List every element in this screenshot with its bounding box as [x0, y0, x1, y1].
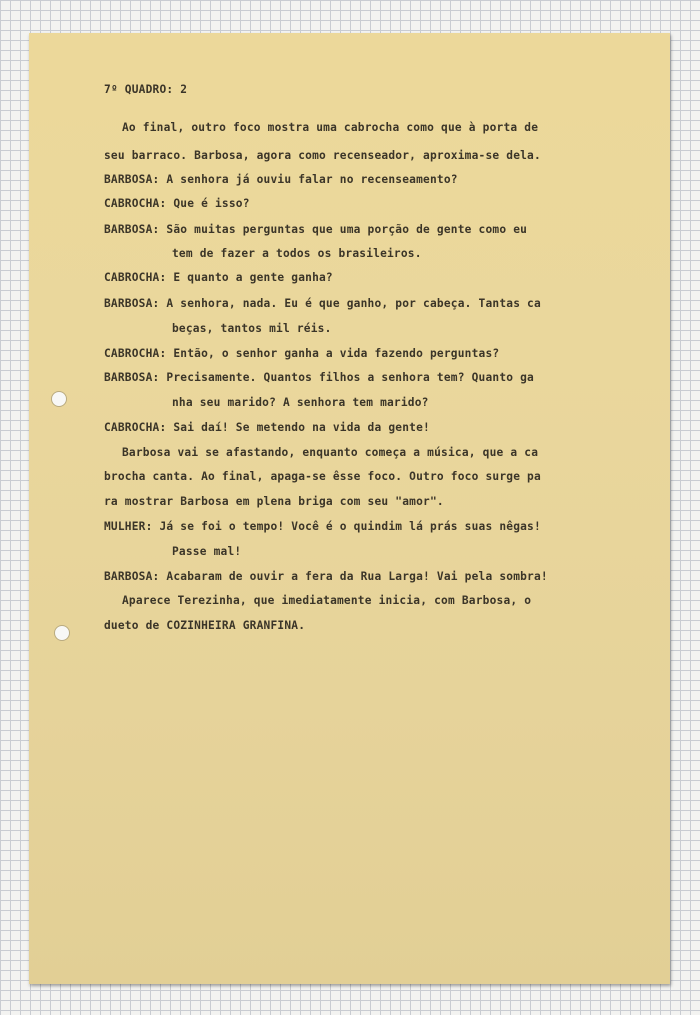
text-line: Barbosa vai se afastando, enquanto começa a música, que a ca — [122, 446, 539, 459]
text-line: dueto de COZINHEIRA GRANFINA. — [104, 619, 306, 632]
text-line: CABROCHA: E quanto a gente ganha? — [104, 271, 333, 284]
text-line: CABROCHA: Sai daí! Se metendo na vida da gente! — [104, 421, 430, 434]
text-line: BARBOSA: A senhora já ouviu falar no recenseamento? — [104, 173, 458, 186]
text-line: BARBOSA: A senhora, nada. Eu é que ganho, por cabeça. Tantas ca — [104, 297, 541, 310]
page-header: 7º QUADRO: 2 — [104, 83, 188, 96]
text-line: Aparece Terezinha, que imediatamente inicia, com Barbosa, o — [122, 594, 532, 607]
text-line: Ao final, outro foco mostra uma cabrocha como que à porta de — [122, 121, 539, 134]
text-line: brocha canta. Ao final, apaga-se êsse foco. Outro foco surge pa — [104, 470, 541, 483]
text-line: seu barraco. Barbosa, agora como recenseador, aproxima-se dela. — [104, 149, 541, 162]
text-line: MULHER: Já se foi o tempo! Você é o quindim lá prás suas nêgas! — [104, 520, 541, 533]
text-line: nha seu marido? A senhora tem marido? — [172, 396, 429, 409]
typed-page — [29, 33, 670, 984]
text-line: CABROCHA: Que é isso? — [104, 197, 250, 210]
typewritten-text — [29, 33, 670, 984]
text-line: CABROCHA: Então, o senhor ganha a vida fazendo perguntas? — [104, 347, 500, 360]
text-line: BARBOSA: Precisamente. Quantos filhos a senhora tem? Quanto ga — [104, 371, 534, 384]
text-line: ra mostrar Barbosa em plena briga com seu "amor". — [104, 495, 444, 508]
text-line: BARBOSA: São muitas perguntas que uma porção de gente como eu — [104, 223, 528, 236]
text-line: BARBOSA: Acabaram de ouvir a fera da Rua Larga! Vai pela sombra! — [104, 570, 548, 583]
text-line: Passe mal! — [172, 545, 242, 558]
text-line: tem de fazer a todos os brasileiros. — [172, 247, 422, 260]
text-line: beças, tantos mil réis. — [172, 322, 332, 335]
